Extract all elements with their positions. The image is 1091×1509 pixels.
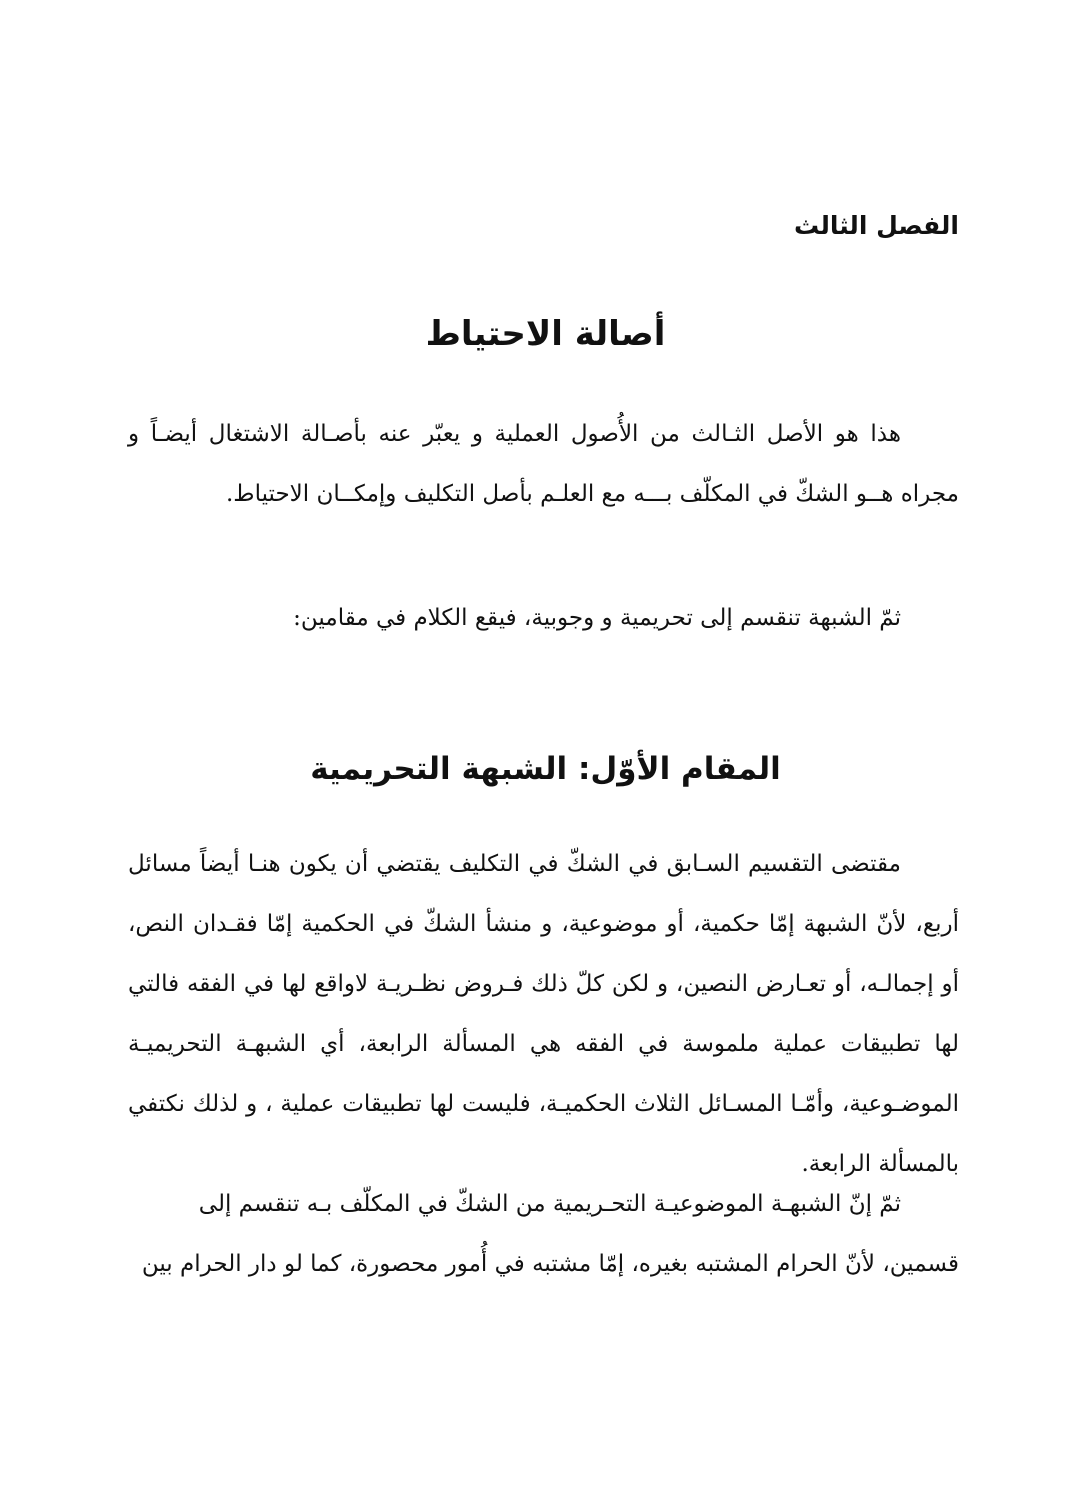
section-paragraph-1: مقتضى التقسيم السـابق في الشكّ في التكليف يقتضي أن يكون هنـا أيضاً مسائل أربع، لأنّ الشبهة إمّا حكمية، أو موضوعية، و منشأ الشكّ في الحكمية إمّا فقـدان النص، أو إجمالـه، أو تعـارض النصين، و لكن كلّ ذلك فـروض نظـريـة لاواقع لها في الفقه فالتي لها تطبيقات عملية ملموسة في الفقه هي المسألة الرابعة، أي الشبهـة التحريميـة الموضـوعية، وأمّـا المسـائل الثلاث الحكميـة، فليست لها تطبيقات عملية ، و لذلك نكتفي بالمسألة الرابعة. (128, 851, 959, 1177)
section-title: المقام الأوّل: الشبهة التحريمية (310, 751, 781, 787)
intro-paragraph-2: ثمّ الشبهة تنقسم إلى تحريمية و وجوبية، فيقع الكلام في مقامين: (293, 605, 901, 631)
chapter-title: أصالة الاحتياط (425, 314, 666, 354)
section-paragraph-3: قسمين، لأنّ الحرام المشتبه بغيره، إمّا مشتبه في أُمور محصورة، كما لو دار الحرام بين (141, 1251, 959, 1277)
section-paragraph-2: ثمّ إنّ الشبهـة الموضوعيـة التحـريمية من الشكّ في المكلّف بـه تنقسم إلى (198, 1191, 901, 1217)
chapter-label: الفصل الثالث (793, 211, 959, 240)
intro-paragraph-1: هذا هو الأصل الثـالث من الأُصول العملية و يعبّر عنه بأصـالة الاشتغال أيضـاً و مجراه هــو الشكّ في المكلّف بـــه مع العلـم بأصل التكليف وإمكــان الاحتياط. (128, 421, 959, 507)
